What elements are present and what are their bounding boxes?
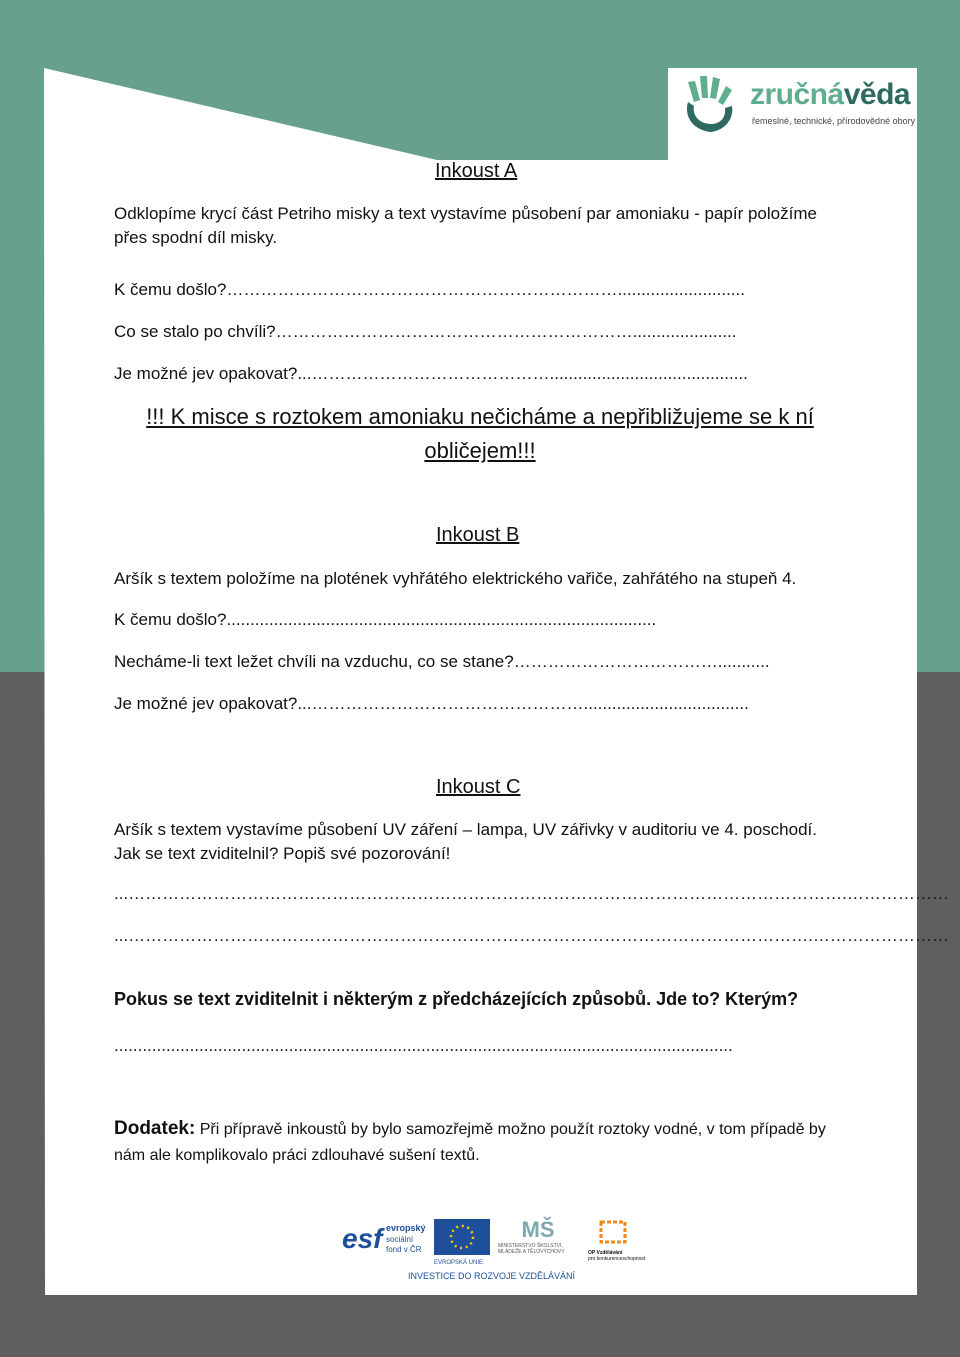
- brand-name-part1: zručná: [750, 78, 844, 111]
- brand-logo: [674, 72, 914, 142]
- addendum-text-line1: Při přípravě inkoustů by bylo samozřejmě možno použít roztoky vodné, v tom případě by: [199, 1121, 826, 1138]
- answer-dots-line3: ...................................................................................................................................: [114, 1036, 733, 1055]
- esf-text-1: evropský: [386, 1223, 426, 1233]
- op-text-2: pro konkurenceschopnost: [588, 1256, 646, 1262]
- addendum-label: Dodatek:: [114, 1118, 196, 1139]
- section-c-instruction-line1: Aršík s textem vystavíme působení UV záření – lampa, UV zářivky v auditoriu ve 4. poschodí.: [114, 820, 817, 839]
- footer-logos: [338, 1213, 646, 1285]
- op-mark-icon: [598, 1219, 628, 1245]
- section-b-title: Inkoust B: [436, 524, 520, 546]
- section-a-instruction-line1: Odklopíme krycí část Petriho misky a text vystavíme působení par amoniaku - papír položíme: [114, 204, 817, 223]
- hand-leaf-logo-icon: [678, 72, 744, 138]
- eu-text: EVROPSKÁ UNIE: [434, 1260, 484, 1266]
- msmt-text-2: MLÁDEŽE A TĚLOVÝCHOVY: [498, 1249, 565, 1255]
- esf-text-3: fond v ČR: [386, 1245, 422, 1254]
- ammonia-warning-line2: obličejem!!!: [424, 438, 536, 463]
- section-a-instruction-line2: přes spodní díl misky.: [114, 228, 278, 247]
- ammonia-warning-line1: !!! K misce s roztokem amoniaku nečicháme a nepřibližujeme se k ní: [146, 404, 814, 429]
- section-c-instruction-line2: Jak se text zviditelnil? Popiš své pozorování!: [114, 844, 451, 863]
- section-b-question-3: Je možné jev opakovat?...…………………………………………...................................: [114, 694, 749, 713]
- answer-dots-line2: ...………………………………………………………………………………………………………….……………………: [114, 926, 949, 945]
- investment-slogan: INVESTICE DO ROZVOJE VZDĚLÁVÁNÍ: [408, 1271, 576, 1281]
- section-c-title: Inkoust C: [436, 776, 521, 798]
- section-b-question-1: K čemu došlo?...........................................................................................: [114, 610, 657, 629]
- esf-text-2: sociální: [386, 1235, 414, 1244]
- msmt-logo: [498, 1217, 578, 1267]
- op-logo: [588, 1219, 646, 1265]
- esf-logo: [342, 1219, 430, 1263]
- section-b-instruction: Aršík s textem položíme na plotének vyhřátého elektrického vařiče, zahřátého na stupeň 4.: [114, 569, 797, 588]
- ammonia-warning: [114, 400, 846, 468]
- section-a-question-3: Je možné jev opakovat?...……………………………………..........................................: [114, 364, 748, 383]
- msmt-text-1: MINISTERSTVO ŠKOLSTVÍ,: [498, 1243, 563, 1249]
- op-text-1: OP Vzdělávání: [588, 1250, 623, 1256]
- section-a-question-2: Co se stalo po chvíli?………………………………………………………......................: [114, 322, 737, 341]
- addendum: [114, 1116, 854, 1169]
- section-a-title: Inkoust A: [435, 160, 518, 182]
- esf-mark-icon: esf: [342, 1223, 383, 1254]
- brand-tagline: řemeslné, technické, přírodovědné obory: [752, 116, 916, 126]
- eu-flag-icon: [434, 1219, 490, 1255]
- msmt-mark-icon: MŠ: [521, 1217, 555, 1242]
- eu-logo: [434, 1219, 490, 1265]
- answer-dots-line1: ...……………………………………………………………………………………………………………….………………: [114, 884, 949, 903]
- section-b-question-2: Necháme-li text ležet chvíli na vzduchu, co se stane?………………………………...........: [114, 652, 770, 671]
- brand-name-part2: věda: [843, 78, 911, 111]
- section-a-question-1: K čemu došlo?……………………………………………………………...........................: [114, 280, 745, 299]
- section-c-question: Pokus se text zviditelnit i některým z předcházejících způsobů. Jde to? Kterým?: [114, 989, 799, 1009]
- addendum-text-line2: nám ale komplikovalo práci zdlouhavé sušení textů.: [114, 1147, 480, 1164]
